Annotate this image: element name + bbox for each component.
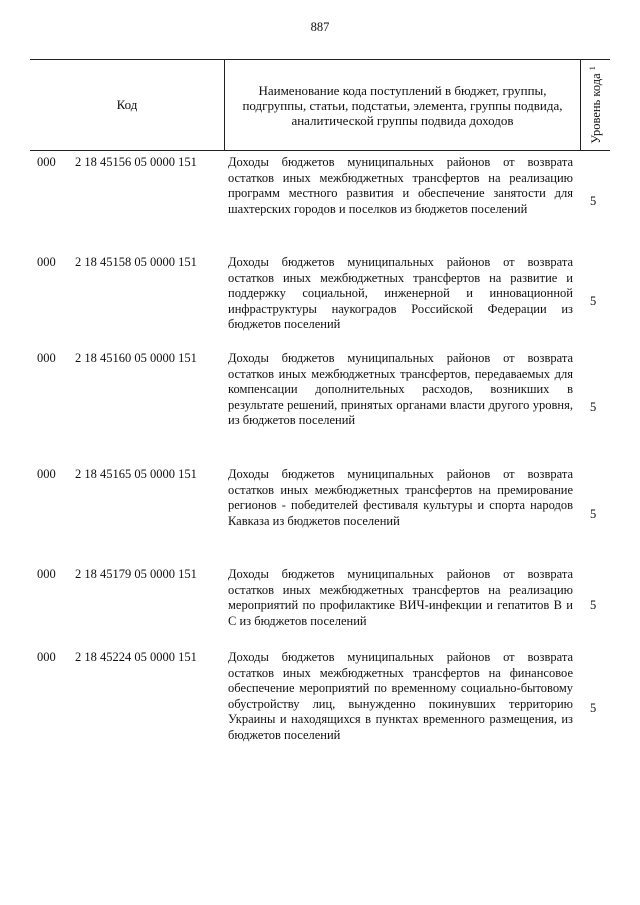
revenue-code: 2 18 45165 05 0000 151	[75, 467, 197, 481]
admin-code: 000	[37, 255, 56, 269]
code-level: 5	[590, 701, 597, 715]
table-header	[30, 59, 610, 151]
revenue-description: Доходы бюджетов муниципальных районов от возврата остатков иных межбюджетных трансфертов на реализацию программ местного развития и обеспечение занятости для шахтерских городов и поселков из бюджетов поселений	[228, 155, 573, 216]
revenue-description: Доходы бюджетов муниципальных районов от возврата остатков иных межбюджетных трансфертов на развитие и поддержку социальной, инженерной и инновационной инфраструктуры наукоградов Российской Федерации из бюджетов поселений	[228, 255, 573, 332]
revenue-description: Доходы бюджетов муниципальных районов от возврата остатков иных межбюджетных трансфертов на премирование регионов - победителей фестиваля культуры и спорта народов Кавказа из бюджетов поселений	[228, 467, 573, 528]
header-level-label: Уровень кода	[588, 73, 603, 144]
revenue-code: 2 18 45156 05 0000 151	[75, 155, 197, 169]
revenue-description: Доходы бюджетов муниципальных районов от возврата остатков иных межбюджетных трансфертов на реализацию мероприятий по профилактике ВИЧ-инфекции и гепатитов В и С из бюджетов поселений	[228, 567, 573, 628]
admin-code: 000	[37, 351, 56, 365]
header-level-footnote: 1	[587, 66, 597, 71]
header-name	[226, 60, 579, 150]
column-divider	[224, 60, 225, 150]
revenue-code: 2 18 45160 05 0000 151	[75, 351, 197, 365]
admin-code: 000	[37, 567, 56, 581]
revenue-code: 2 18 45179 05 0000 151	[75, 567, 197, 581]
code-level: 5	[590, 507, 597, 521]
revenue-code: 2 18 45158 05 0000 151	[75, 255, 197, 269]
code-level: 5	[590, 400, 597, 414]
header-code	[30, 60, 224, 150]
admin-code: 000	[37, 467, 56, 481]
page-number: 887	[310, 20, 330, 34]
header-name-label: Наименование кода поступлений в бюджет, группы, подгруппы, статьи, подстатьи, элемента, группы подвида, аналитической группы подвида доходов	[242, 82, 563, 128]
revenue-code: 2 18 45224 05 0000 151	[75, 650, 197, 664]
header-code-label: Код	[116, 97, 138, 112]
header-level-rotated	[587, 66, 603, 144]
admin-code: 000	[37, 650, 56, 664]
code-level: 5	[590, 194, 597, 208]
code-level: 5	[590, 598, 597, 612]
code-level: 5	[590, 294, 597, 308]
revenue-description: Доходы бюджетов муниципальных районов от возврата остатков иных межбюджетных трансфертов на финансовое обеспечение мероприятий по временному социально-бытовому обустройству лиц, вынужденно покинувших территорию Украины и находящихся в пунктах временного размещения, из бюджетов поселений	[228, 650, 573, 742]
header-level	[581, 60, 610, 150]
revenue-description: Доходы бюджетов муниципальных районов от возврата остатков иных межбюджетных трансфертов, передаваемых для компенсации дополнительных расходов, возникших в результате решений, принятых органами власти другого уровня, из бюджетов поселений	[228, 351, 573, 428]
admin-code: 000	[37, 155, 56, 169]
